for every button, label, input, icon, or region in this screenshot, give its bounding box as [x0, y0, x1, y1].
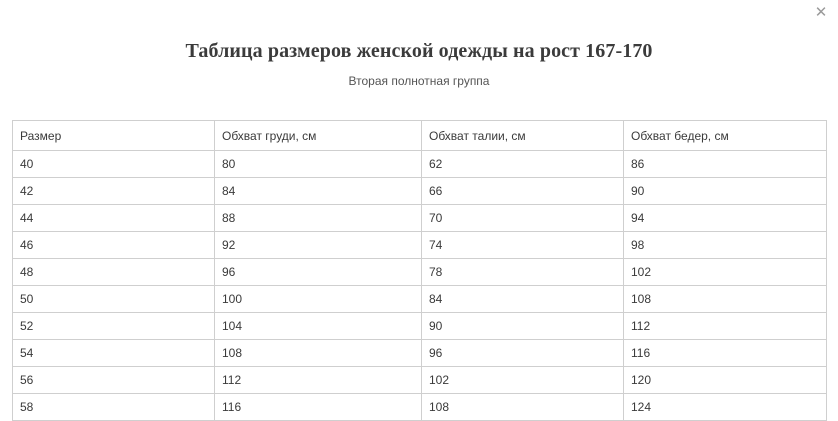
table-row [13, 151, 827, 178]
table-row [13, 286, 827, 313]
cell-size: 44 [13, 205, 215, 232]
cell-hips: 108 [624, 286, 827, 313]
table-row [13, 394, 827, 421]
column-header-hips: Обхват бедер, см [624, 121, 827, 151]
size-table [12, 120, 827, 421]
cell-size: 48 [13, 259, 215, 286]
cell-hips: 102 [624, 259, 827, 286]
cell-waist: 62 [422, 151, 624, 178]
cell-bust: 96 [215, 259, 422, 286]
cell-bust: 80 [215, 151, 422, 178]
cell-bust: 88 [215, 205, 422, 232]
cell-waist: 66 [422, 178, 624, 205]
column-header-size: Размер [13, 121, 215, 151]
cell-size: 58 [13, 394, 215, 421]
page-subtitle: Вторая полнотная группа [348, 74, 490, 88]
table-row [13, 178, 827, 205]
table-row [13, 232, 827, 259]
cell-waist: 96 [422, 340, 624, 367]
cell-waist: 84 [422, 286, 624, 313]
cell-bust: 104 [215, 313, 422, 340]
cell-waist: 78 [422, 259, 624, 286]
cell-size: 56 [13, 367, 215, 394]
cell-hips: 124 [624, 394, 827, 421]
table-body [13, 151, 827, 421]
cell-waist: 108 [422, 394, 624, 421]
cell-bust: 116 [215, 394, 422, 421]
page-title: Таблица размеров женской одежды на рост 167-170 [185, 40, 653, 62]
cell-bust: 84 [215, 178, 422, 205]
cell-hips: 94 [624, 205, 827, 232]
table-header [13, 121, 827, 151]
cell-bust: 92 [215, 232, 422, 259]
close-icon[interactable]: ✕ [814, 4, 828, 21]
cell-size: 50 [13, 286, 215, 313]
column-header-waist: Обхват талии, см [422, 121, 624, 151]
table-row [13, 367, 827, 394]
cell-hips: 98 [624, 232, 827, 259]
cell-bust: 100 [215, 286, 422, 313]
cell-waist: 74 [422, 232, 624, 259]
cell-size: 40 [13, 151, 215, 178]
table-row [13, 259, 827, 286]
cell-size: 54 [13, 340, 215, 367]
cell-size: 42 [13, 178, 215, 205]
cell-hips: 86 [624, 151, 827, 178]
cell-waist: 90 [422, 313, 624, 340]
column-header-bust: Обхват груди, см [215, 121, 422, 151]
table-row [13, 313, 827, 340]
cell-hips: 120 [624, 367, 827, 394]
cell-bust: 112 [215, 367, 422, 394]
table-row [13, 340, 827, 367]
table-row [13, 205, 827, 232]
cell-bust: 108 [215, 340, 422, 367]
cell-hips: 90 [624, 178, 827, 205]
cell-size: 46 [13, 232, 215, 259]
cell-waist: 102 [422, 367, 624, 394]
cell-waist: 70 [422, 205, 624, 232]
table-header-row [13, 121, 827, 151]
cell-hips: 112 [624, 313, 827, 340]
size-table-container [12, 120, 826, 421]
cell-size: 52 [13, 313, 215, 340]
cell-hips: 116 [624, 340, 827, 367]
